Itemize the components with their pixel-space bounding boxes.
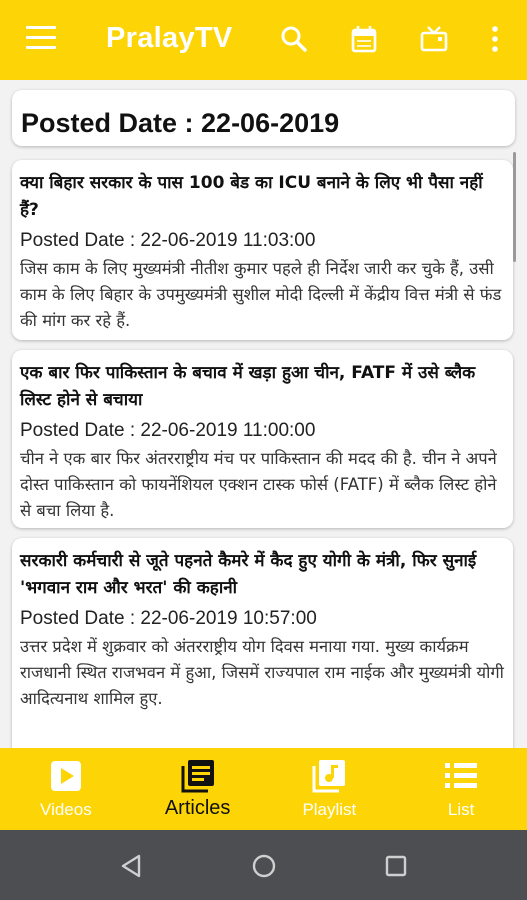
article-posted-date: Posted Date : 22-06-2019 10:57:00 xyxy=(20,608,317,629)
article-summary: चीन ने एक बार फिर अंतरराष्ट्रीय मंच पर पाकिस्तान की मदद की है. चीन ने अपने दोस्त पाकिस्तान को फायनेंशियल एक्शन टास्क फोर्स (FATF) में ब्लैक लिस्ट होने से बचा लिया है. xyxy=(20,449,497,520)
article-card[interactable] xyxy=(12,538,513,748)
back-icon[interactable] xyxy=(119,853,145,879)
more-vert-icon[interactable] xyxy=(480,24,510,54)
articles-icon xyxy=(180,758,216,794)
nav-label: Playlist xyxy=(302,800,357,819)
article-headline[interactable]: क्या बिहार सरकार के पास 100 बेड का ICU बनाने के लिए भी पैसा नहीं हैं? xyxy=(20,173,483,220)
article-headline[interactable]: एक बार फिर पाकिस्तान के बचाव में खड़ा हुआ चीन, FATF में उसे ब्लैक लिस्ट होने से बचाया xyxy=(20,363,476,410)
recents-icon[interactable] xyxy=(383,853,409,879)
tv-icon[interactable] xyxy=(419,24,449,54)
article-headline[interactable]: सरकारी कर्मचारी से जूते पहनते कैमरे में कैद हुए योगी के मंत्री, फिर सुनाई 'भगवान राम और भरत' की कहानी xyxy=(20,551,477,598)
playlist-icon xyxy=(311,758,347,794)
video-icon xyxy=(48,758,84,794)
scrollbar-thumb[interactable] xyxy=(513,152,516,262)
article-posted-date: Posted Date : 22-06-2019 11:00:00 xyxy=(20,420,316,441)
system-navigation-bar xyxy=(0,830,527,900)
nav-label: Articles xyxy=(164,797,231,819)
list-icon xyxy=(443,758,479,794)
nav-item-articles[interactable] xyxy=(132,748,264,830)
nav-item-playlist[interactable] xyxy=(264,748,396,830)
search-icon[interactable] xyxy=(279,24,309,54)
date-header: Posted Date : 22-06-2019 xyxy=(12,90,515,146)
articles-list[interactable] xyxy=(0,80,527,748)
article-posted-date: Posted Date : 22-06-2019 11:03:00 xyxy=(20,230,316,251)
menu-icon[interactable] xyxy=(26,26,56,52)
app-bar xyxy=(0,0,527,80)
bottom-navigation xyxy=(0,748,527,830)
article-card[interactable] xyxy=(12,350,513,528)
calendar-icon[interactable] xyxy=(349,24,379,54)
article-card[interactable] xyxy=(12,160,513,340)
article-summary: उत्तर प्रदेश में शुक्रवार को अंतरराष्ट्रीय योग दिवस मनाया गया. मुख्य कार्यक्रम राजधानी स्थित राजभवन में हुआ, जिसमें राज्यपाल राम नाईक और मुख्यमंत्री योगी आदित्यनाथ शामिल हुए. xyxy=(20,637,504,708)
nav-item-videos[interactable] xyxy=(0,748,132,830)
nav-label: Videos xyxy=(40,800,92,819)
nav-label: List xyxy=(447,800,475,819)
nav-item-list[interactable] xyxy=(395,748,527,830)
home-icon[interactable] xyxy=(251,853,277,879)
app-title: PralayTV xyxy=(106,22,233,54)
article-summary: जिस काम के लिए मुख्यमंत्री नीतीश कुमार पहले ही निर्देश जारी कर चुके हैं, उसी काम के लिए बिहार के उपमुख्यमंत्री सुशील मोदी दिल्ली में केंद्रीय वित्त मंत्री से फंड की मांग कर रहे हैं. xyxy=(20,259,502,330)
